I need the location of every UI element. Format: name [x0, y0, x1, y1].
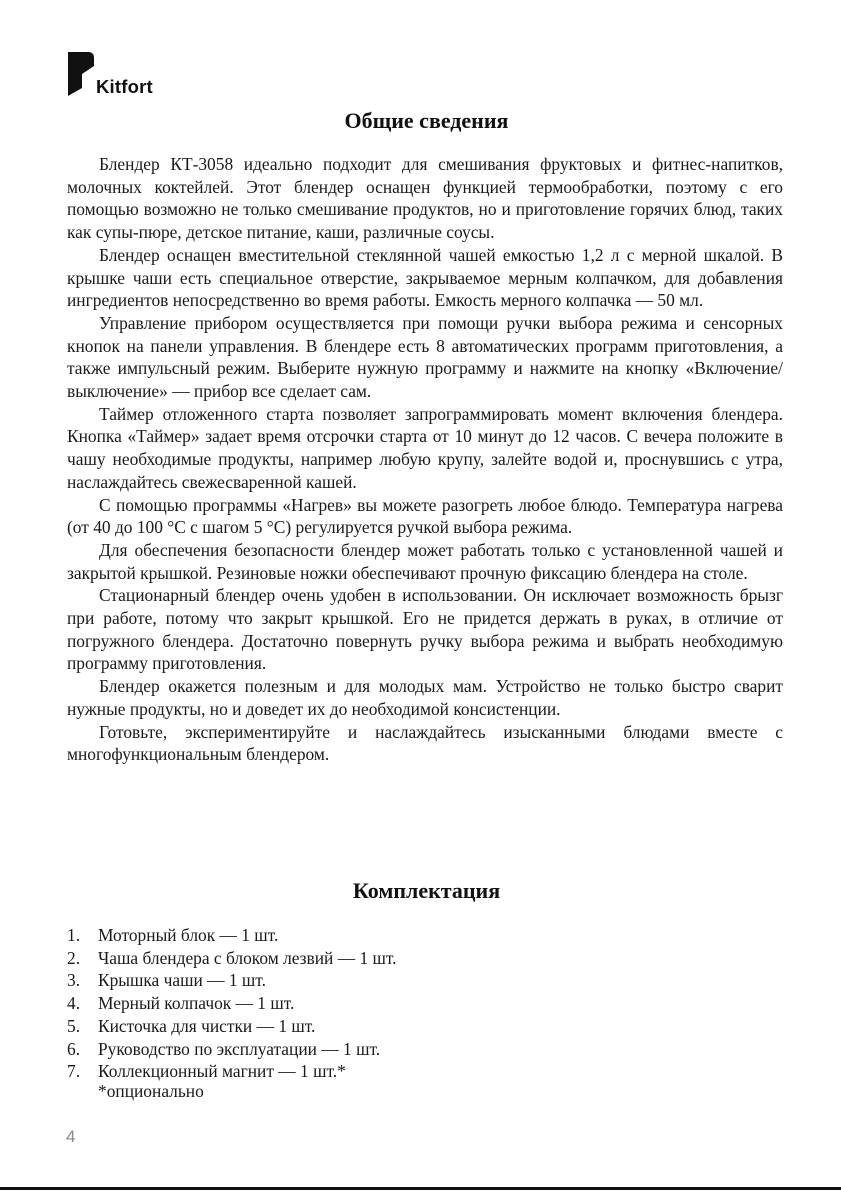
list-item-number: 7.: [67, 1061, 81, 1082]
list-item: [67, 1038, 667, 1061]
paragraph: Блендер окажется полезным и для молодых мам. Устройство не только быстро сварит нужные продукты, но и доведет их до необходимой консистенции.: [67, 676, 783, 719]
general-info-text: [67, 153, 783, 766]
paragraph: Для обеспечения безопасности блендер может работать только с установленной чашей и закрытой крышкой. Резиновые ножки обеспечивают прочную фиксацию блендера на столе.: [67, 539, 783, 583]
page-number: 4: [66, 1127, 76, 1146]
section-title-general: Общие сведения: [344, 108, 509, 133]
list-item-text: Мерный колпачок — 1 шт.: [98, 993, 295, 1014]
kitfort-logo-icon: [68, 48, 96, 96]
list-item: [67, 969, 667, 992]
package-list: [67, 924, 667, 1083]
list-item-number: 3.: [67, 970, 81, 991]
list-item-text: Руководство по эксплуатации — 1 шт.: [98, 1038, 381, 1059]
bottom-divider: [0, 1187, 841, 1190]
paragraph: Стационарный блендер очень удобен в использовании. Он исключает возможность брызг при работе, потому что закрыт крышкой. Его не придется держать в руках, в отличие от погружного блендера. Достаточно повернуть ручку выбора режима и выбрать необходимую программу приготовления.: [67, 585, 783, 674]
list-item-text: Кисточка для чистки — 1 шт.: [98, 1015, 316, 1036]
brand-name: Kitfort: [96, 76, 153, 97]
list-item: [67, 947, 667, 970]
list-item: [67, 1015, 667, 1038]
paragraph: С помощью программы «Нагрев» вы можете разогреть любое блюдо. Температура нагрева (от 40 до 100 °С с шагом 5 °С) регулируется ручкой выбора режима.: [67, 494, 783, 538]
list-item-text: Коллекционный магнит — 1 шт.*: [98, 1061, 346, 1082]
paragraph: Таймер отложенного старта позволяет запрограммировать момент включения блендера. Кнопка «Таймер» задает время отсрочки старта от 10 минут до 12 часов. С вечера положите в чашу необходимые продукты, например любую крупу, залейте водой и, проснувшись с утра, наслаждайтесь свежесваренной кашей.: [67, 403, 783, 492]
footnote: *опционально: [98, 1081, 204, 1101]
paragraph: Блендер оснащен вместительной стеклянной чашей емкостью 1,2 л с мерной шкалой. В крышке чаши есть специальное отверстие, закрываемое мерным колпачком, для добавления ингредиентов непосредственно во время работы. Емкость мерного колпачка — 50 мл.: [67, 244, 783, 311]
list-item-text: Крышка чаши — 1 шт.: [98, 970, 266, 991]
section-title-package: Комплектация: [352, 878, 501, 903]
list-item-number: 2.: [67, 947, 81, 968]
list-item-text: Чаша блендера с блоком лезвий — 1 шт.: [98, 947, 397, 968]
list-item-text: Моторный блок — 1 шт.: [98, 925, 279, 945]
list-item: [67, 992, 667, 1015]
list-item-number: 6.: [67, 1038, 81, 1059]
paragraph: Блендер КТ-3058 идеально подходит для смешивания фруктовых и фитнес-напитков, молочных коктейлей. Этот блендер оснащен функцией термообработки, поэтому с его помощью возможно не только смешивание продуктов, но и приготовление горячих блюд, таких как супы-пюре, детское питание, каши, различные соусы.: [67, 154, 783, 243]
list-item-number: 1.: [67, 925, 81, 945]
list-item-number: 4.: [67, 993, 81, 1014]
brand-logo: [68, 48, 168, 98]
list-item: [67, 924, 667, 947]
paragraph: Управление прибором осуществляется при помощи ручки выбора режима и сенсорных кнопок на панели управления. В блендере есть 8 автоматических программ приготовления, а также импульсный режим. Выберите нужную программу и нажмите на кнопку «Включение/выключение» — прибор все сделает сам.: [67, 312, 783, 402]
list-item-number: 5.: [67, 1015, 81, 1036]
paragraph: Готовьте, экспериментируйте и наслаждайтесь изысканными блюдами вместе с многофункциональным блендером.: [67, 721, 783, 765]
